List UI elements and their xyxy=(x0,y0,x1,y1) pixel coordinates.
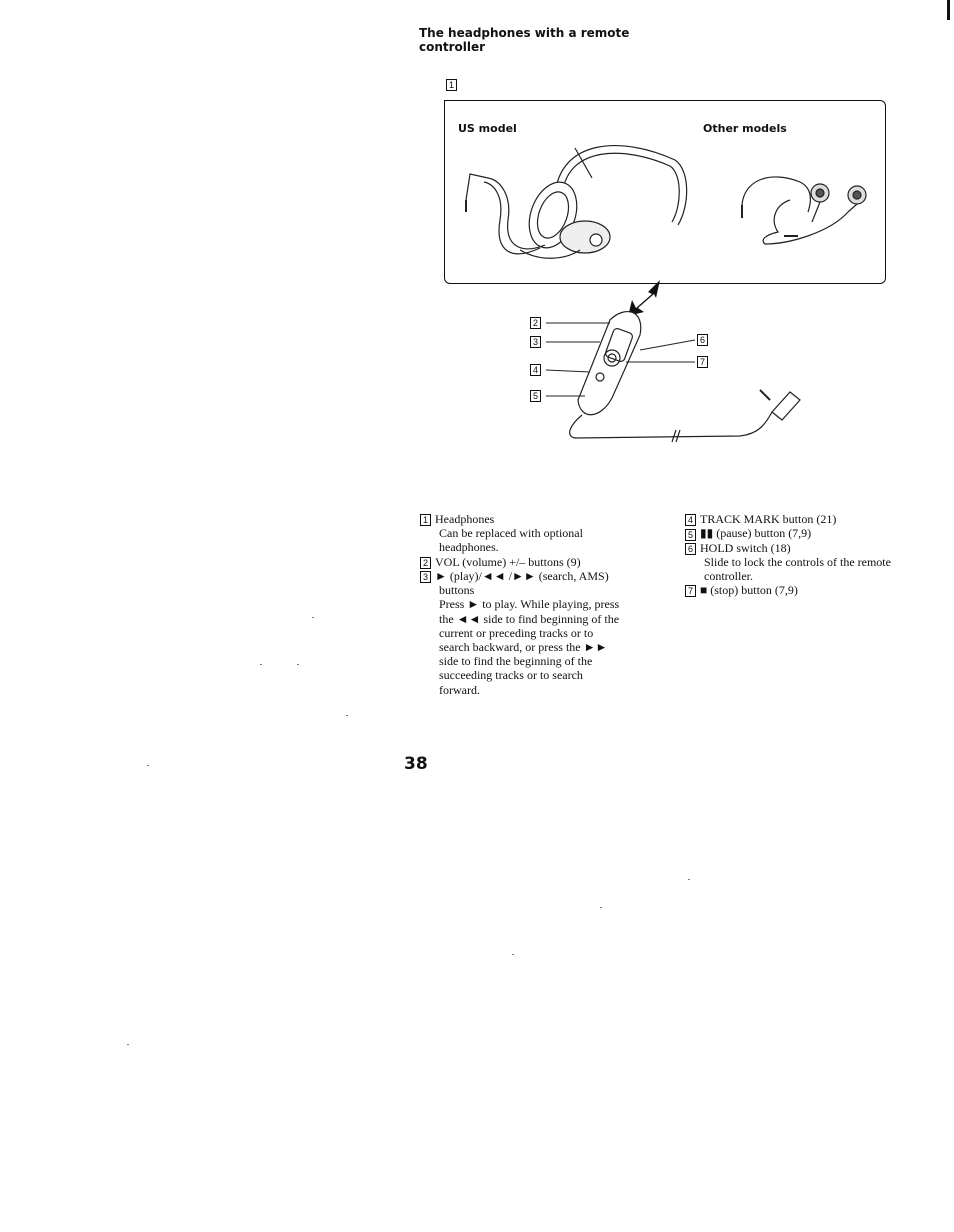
scan-speck xyxy=(688,879,690,880)
legend-detail-1a: Can be replaced with optional xyxy=(439,526,583,541)
edge-mark xyxy=(947,0,950,20)
legend-text-6: HOLD switch (18) xyxy=(700,540,791,555)
scan-speck xyxy=(346,715,348,716)
us-model-label: US model xyxy=(458,122,517,135)
legend-num-1: 1 xyxy=(420,514,431,526)
legend-item-6 xyxy=(685,541,925,555)
legend-text-1: Headphones xyxy=(435,512,495,526)
callout-6: 6 xyxy=(697,334,708,346)
scan-speck xyxy=(297,664,299,665)
callout-3: 3 xyxy=(530,336,541,348)
legend-left-column xyxy=(420,512,660,697)
legend-detail-3f: side to find the beginning of the xyxy=(439,654,593,669)
legend-text-3: ► (play)/◄◄ /►► (search, AMS) xyxy=(435,568,609,583)
legend-detail-3e: search backward, or press the ►► xyxy=(439,639,608,654)
legend-detail-3h: forward. xyxy=(439,682,480,697)
other-models-label: Other models xyxy=(703,122,787,135)
legend-detail-1b: headphones. xyxy=(439,540,499,555)
legend-text-7: ■ (stop) button (7,9) xyxy=(700,583,798,598)
legend-detail-3c: the ◄◄ side to find beginning of the xyxy=(439,611,620,626)
legend-right-column xyxy=(685,512,925,597)
scan-speck xyxy=(600,907,602,908)
legend-num-7: 7 xyxy=(685,585,696,597)
legend-detail-6a: Slide to lock the controls of the remote xyxy=(704,554,891,569)
legend-detail-3a: buttons xyxy=(439,583,475,598)
legend-num-2: 2 xyxy=(420,557,431,569)
callout-7: 7 xyxy=(697,356,708,368)
scan-speck xyxy=(312,617,314,618)
legend-text-4: TRACK MARK button (21) xyxy=(700,512,837,526)
legend-detail-3g: succeeding tracks or to search xyxy=(439,668,583,683)
figure-badge: 1 xyxy=(446,79,457,91)
headband-headphones-drawing xyxy=(466,146,687,259)
callout-4: 4 xyxy=(530,364,541,376)
legend-item-3 xyxy=(420,569,660,583)
legend-num-3: 3 xyxy=(420,571,431,583)
legend-num-5: 5 xyxy=(685,529,696,541)
legend-item-2 xyxy=(420,555,660,569)
legend-text-5: ▮▮ (pause) button (7,9) xyxy=(700,526,812,541)
legend-item-4 xyxy=(685,512,925,526)
legend-detail-3b: Press ► to play. While playing, press xyxy=(439,597,620,612)
section-title: The headphones with a remote controller xyxy=(419,26,630,54)
scan-speck xyxy=(147,765,149,766)
legend-detail-3d: current or preceding tracks or to xyxy=(439,625,594,640)
remote-controller-drawing xyxy=(570,312,800,442)
scan-speck xyxy=(512,954,514,955)
legend-num-4: 4 xyxy=(685,514,696,526)
callout-2: 2 xyxy=(530,317,541,329)
earbuds-drawing xyxy=(742,177,866,244)
scan-speck xyxy=(127,1044,129,1045)
legend-item-1 xyxy=(420,512,660,526)
legend-num-6: 6 xyxy=(685,543,696,555)
legend-text-2: VOL (volume) +/– buttons (9) xyxy=(435,554,581,569)
legend-item-5 xyxy=(685,526,925,540)
pointer-arrow xyxy=(628,280,660,316)
legend-item-7 xyxy=(685,583,925,597)
callout-5: 5 xyxy=(530,390,541,402)
page-number: 38 xyxy=(404,754,428,774)
scan-speck xyxy=(260,664,262,665)
legend-detail-6b: controller. xyxy=(704,568,753,583)
